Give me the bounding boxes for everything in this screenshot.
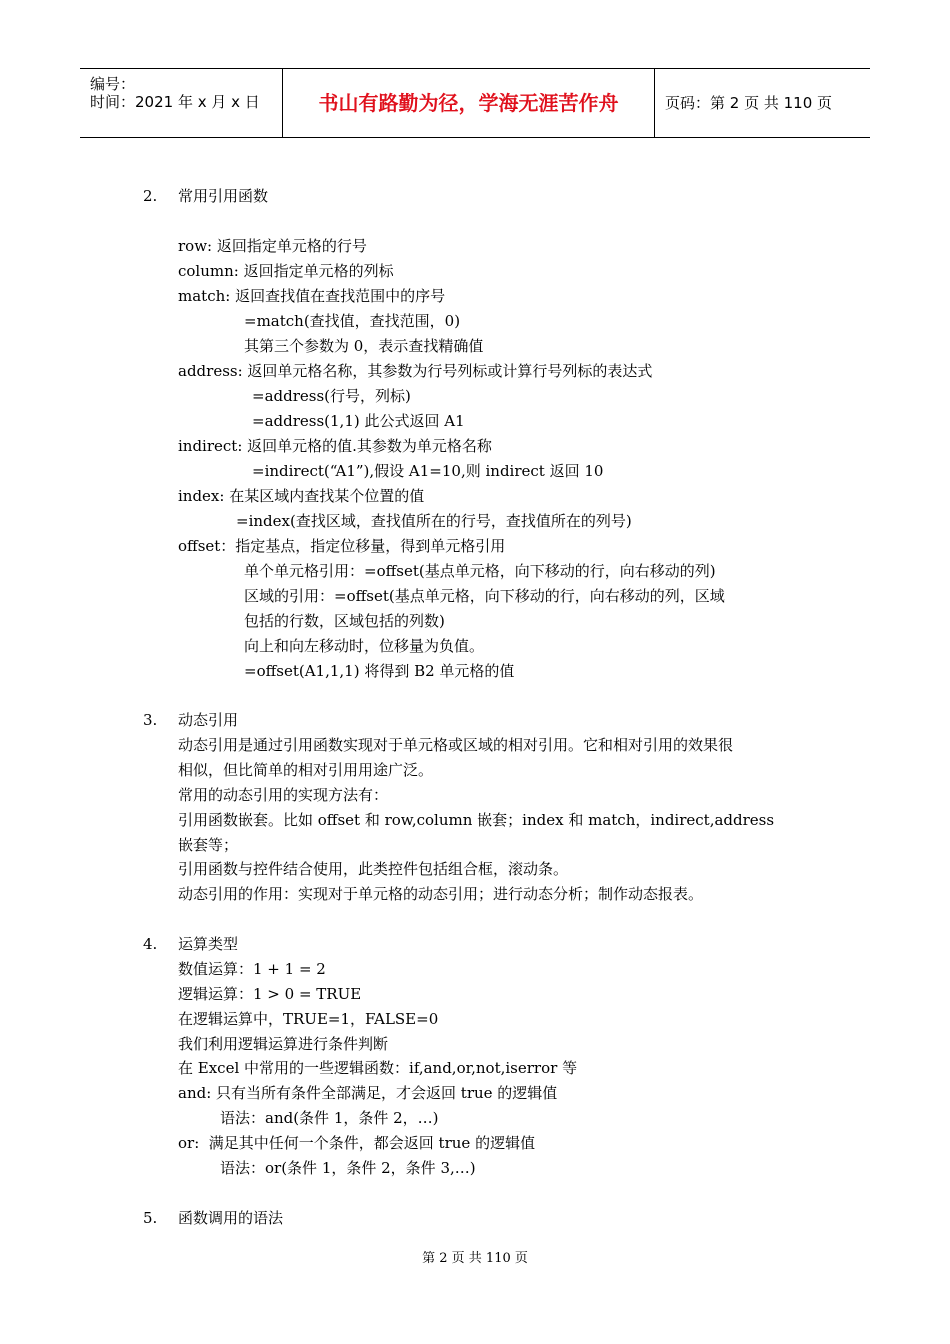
text-line: 常用的动态引用的实现方法有：	[178, 786, 389, 804]
text-line: row: 返回指定单元格的行号	[178, 237, 367, 255]
text-line: 向上和向左移动时，位移量为负值。	[244, 637, 485, 655]
text-line: 动态引用的作用：实现对于单元格的动态引用；进行动态分析；制作动态报表。	[178, 885, 704, 903]
text-line: 数值运算：1 + 1 = 2	[178, 960, 326, 978]
text-line: 在 Excel 中常用的一些逻辑函数：if,and,or,not,iserror 等	[178, 1059, 578, 1077]
text-line: =address(1,1) 此公式返回 A1	[252, 412, 465, 430]
text-line: =indirect(“A1”),假设 A1=10,则 indirect 返回 10	[252, 462, 604, 480]
page-header	[80, 68, 870, 138]
text-line: match: 返回查找值在查找范围中的序号	[178, 287, 446, 305]
text-line: 动态引用是通过引用函数实现对于单元格或区域的相对引用。它和相对引用的效果很	[178, 736, 734, 754]
header-meta	[80, 69, 282, 137]
text-line: indirect: 返回单元格的值.其参数为单元格名称	[178, 437, 492, 455]
text-line: 相似，但比简单的相对引用用途广泛。	[178, 761, 434, 779]
text-line: =offset(A1,1,1) 将得到 B2 单元格的值	[244, 662, 515, 680]
text-line: 引用函数与控件结合使用，此类控件包括组合框，滚动条。	[178, 860, 569, 878]
section-number: 3.	[143, 711, 158, 729]
time-label: 时间：2021 年 x 月 x 日	[90, 93, 260, 111]
text-line: column: 返回指定单元格的列标	[178, 262, 394, 280]
text-line: 语法：and(条件 1，条件 2，…)	[220, 1109, 439, 1127]
text-line: =index(查找区域，查找值所在的行号，查找值所在的列号)	[236, 512, 632, 530]
text-line: 引用函数嵌套。比如 offset 和 row,column 嵌套；index 和 match，indirect,address	[178, 811, 775, 829]
text-line: address: 返回单元格名称，其参数为行号列标或计算行号列标的表达式	[178, 362, 653, 380]
text-line: 嵌套等；	[178, 836, 239, 854]
text-line: 区域的引用：=offset(基点单元格，向下移动的行，向右移动的列，区域	[244, 587, 725, 605]
section-title: 常用引用函数	[178, 187, 269, 205]
header-motto: 书山有路勤为径，学海无涯苦作舟	[318, 91, 619, 115]
header-divider	[654, 69, 655, 137]
section-number: 5.	[143, 1209, 158, 1227]
text-line: 语法：or(条件 1，条件 2，条件 3,…)	[220, 1159, 476, 1177]
text-line: =address(行号，列标)	[252, 387, 411, 405]
text-line: and: 只有当所有条件全部满足，才会返回 true 的逻辑值	[178, 1084, 558, 1102]
text-line: 在逻辑运算中，TRUE=1，FALSE=0	[178, 1010, 439, 1028]
section-title: 函数调用的语法	[178, 1209, 284, 1227]
text-line: index: 在某区域内查找某个位置的值	[178, 487, 425, 505]
header-page-info: 页码：第 2 页 共 110 页	[665, 94, 833, 112]
text-line: 逻辑运算：1 > 0 = TRUE	[178, 985, 362, 1003]
section-number: 2.	[143, 187, 158, 205]
text-line: 其第三个参数为 0，表示查找精确值	[244, 337, 484, 355]
text-line: 单个单元格引用：=offset(基点单元格，向下移动的行，向右移动的列)	[244, 562, 716, 580]
text-line: =match(查找值，查找范围，0)	[244, 312, 461, 330]
section-title: 运算类型	[178, 935, 239, 953]
text-line: or: 满足其中任何一个条件，都会返回 true 的逻辑值	[178, 1134, 536, 1152]
text-line: 包括的行数，区域包括的列数)	[244, 612, 445, 630]
text-line: offset：指定基点，指定位移量，得到单元格引用	[178, 537, 506, 555]
section-number: 4.	[143, 935, 158, 953]
section-title: 动态引用	[178, 711, 239, 729]
number-label: 编号：	[90, 75, 136, 93]
text-line: 我们利用逻辑运算进行条件判断	[178, 1035, 389, 1053]
page-footer: 第 2 页 共 110 页	[422, 1251, 528, 1266]
